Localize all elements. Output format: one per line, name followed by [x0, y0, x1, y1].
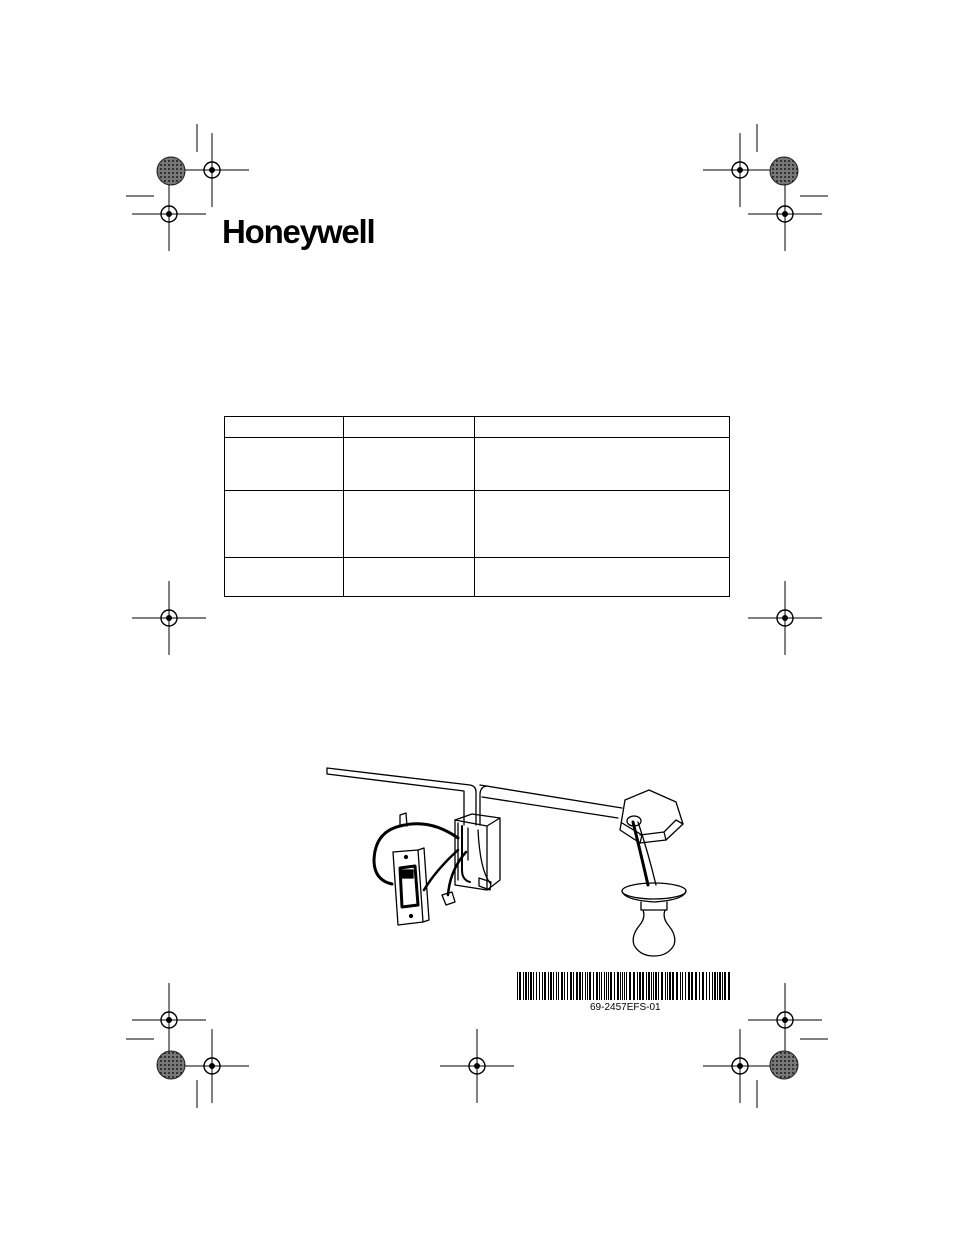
barcode-bar [622, 972, 623, 1000]
barcode-bar [667, 972, 668, 1000]
barcode-bar [661, 972, 663, 1000]
barcode-bar [533, 972, 534, 1000]
barcode-bar [582, 972, 583, 1000]
barcode-bar [523, 972, 524, 1000]
barcode-bar [624, 972, 625, 1000]
barcode-bar [617, 972, 619, 1000]
timer-display [402, 870, 413, 878]
barcode-bar [570, 972, 572, 1000]
barcode-bar [706, 972, 707, 1000]
barcode-bar [542, 972, 543, 1000]
barcode-bar [528, 972, 529, 1000]
barcode-bar [685, 972, 686, 1000]
barcode-bar [564, 972, 565, 1000]
barcode-bar [695, 972, 697, 1000]
barcode-bar [599, 972, 600, 1000]
barcode-bar [702, 972, 704, 1000]
barcode-bar [550, 972, 552, 1000]
barcode-bar [601, 972, 602, 1000]
barcode-bar [655, 972, 657, 1000]
barcode-bar [553, 972, 554, 1000]
barcode-bar [651, 972, 652, 1000]
barcode-bar [642, 972, 644, 1000]
barcode-bar [517, 972, 518, 1000]
barcode-bar [665, 972, 666, 1000]
barcode-bar [576, 972, 578, 1000]
barcode-bar [558, 972, 559, 1000]
barcode-bar [709, 972, 710, 1000]
honeywell-logo: Honeywell [222, 213, 375, 250]
barcode-bar [724, 972, 726, 1000]
barcode-bar [728, 972, 730, 1000]
light-bulb-icon [633, 910, 675, 956]
barcode-bar [525, 972, 527, 1000]
barcode-bar [629, 972, 631, 1000]
barcode-bar [530, 972, 532, 1000]
barcode-bar [567, 972, 568, 1000]
barcode-bar [626, 972, 627, 1000]
barcode-bar [658, 972, 659, 1000]
barcode-bar [608, 972, 609, 1000]
barcode-bar [614, 972, 615, 1000]
barcode-bar [680, 972, 681, 1000]
barcode-bar [556, 972, 557, 1000]
barcode-bar [561, 972, 563, 1000]
barcode-bar [722, 972, 723, 1000]
barcode-bar [719, 972, 721, 1000]
barcode-bar [682, 972, 683, 1000]
part-number: 69-2457EFS-01 [590, 1002, 661, 1013]
barcode-bar [519, 972, 521, 1000]
barcode-bar [691, 972, 693, 1000]
barcode-bar [639, 972, 641, 1000]
barcode-bar [539, 972, 540, 1000]
barcode-bar [596, 972, 598, 1000]
canopy-plate [622, 883, 686, 899]
barcode-bar [653, 972, 654, 1000]
barcode-graphic [517, 972, 732, 1000]
conduit-right [480, 785, 622, 825]
bulb-socket [641, 902, 667, 910]
barcode-bar [712, 972, 713, 1000]
barcode-bar [633, 972, 635, 1000]
barcode-bar [585, 972, 586, 1000]
barcode-bar [593, 972, 594, 1000]
barcode-bar [717, 972, 718, 1000]
barcode-bar [587, 972, 588, 1000]
barcode-bar [548, 972, 549, 1000]
timer-switch-plate [393, 850, 423, 925]
barcode-bar [620, 972, 621, 1000]
barcode-bar [610, 972, 612, 1000]
barcode-bar [536, 972, 537, 1000]
barcode-bar [544, 972, 546, 1000]
barcode-bar [604, 972, 605, 1000]
barcode-bar [672, 972, 674, 1000]
barcode-bar [688, 972, 690, 1000]
barcode-bar [579, 972, 581, 1000]
barcode-bar [589, 972, 591, 1000]
barcode-bar [714, 972, 716, 1000]
barcode-bar [676, 972, 678, 1000]
conduit-left [327, 768, 476, 825]
barcode-bar [669, 972, 671, 1000]
barcode-bar [606, 972, 607, 1000]
barcode-bar [648, 972, 650, 1000]
barcode-bar [646, 972, 647, 1000]
barcode-bar [699, 972, 700, 1000]
barcode-bar [637, 972, 638, 1000]
barcode-bar [573, 972, 574, 1000]
